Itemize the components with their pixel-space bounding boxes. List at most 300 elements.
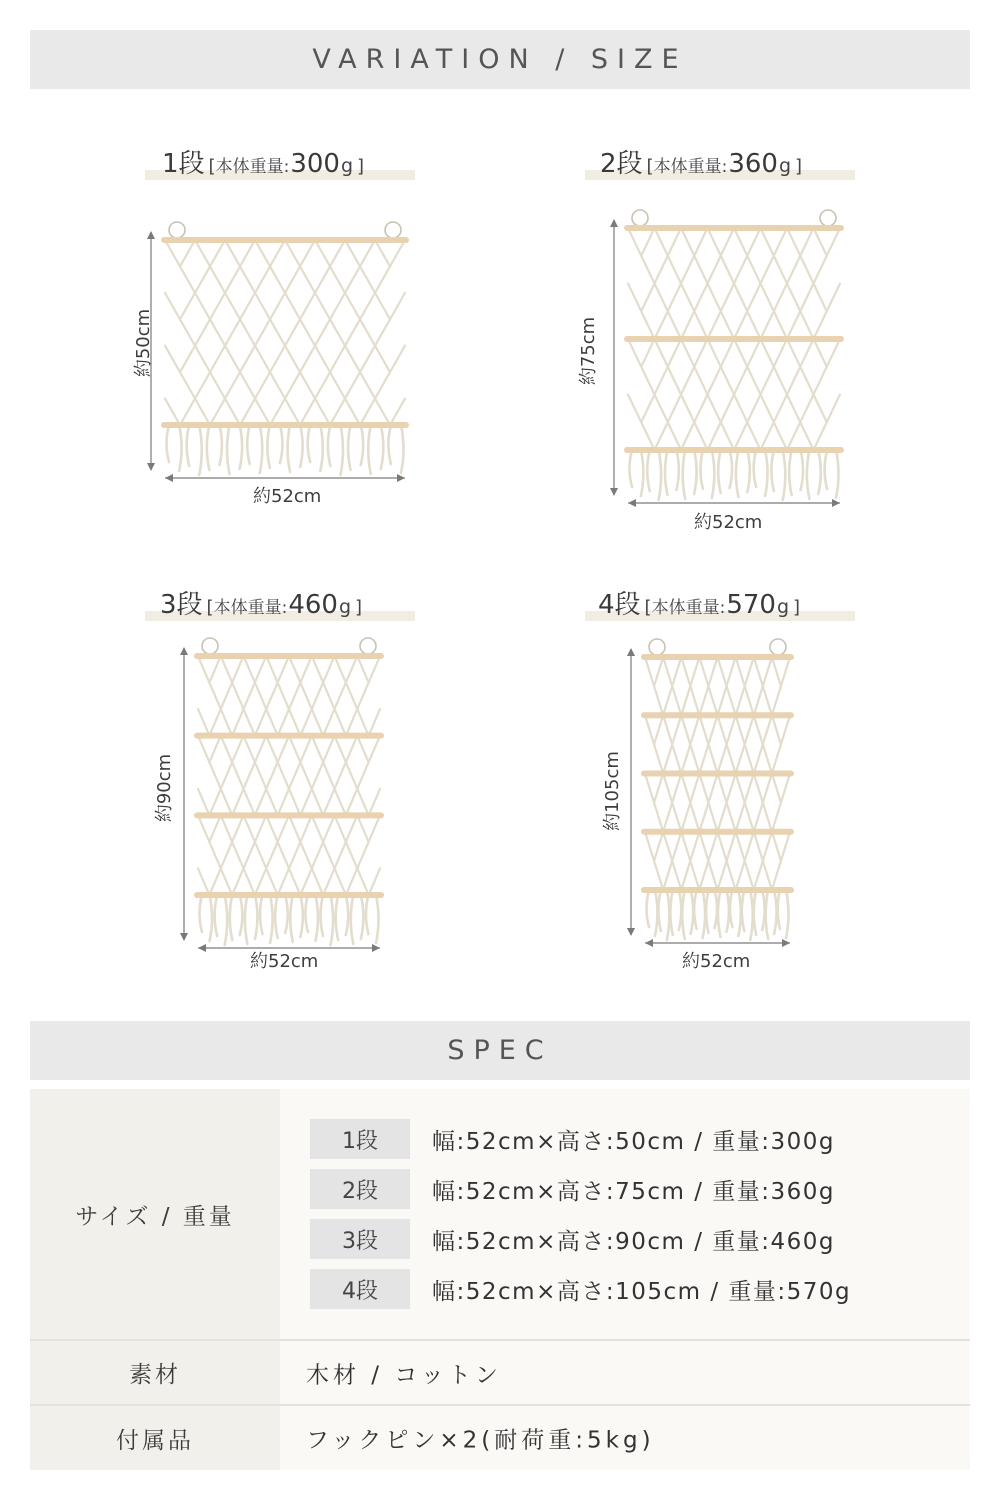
macrame-cord: [772, 715, 790, 744]
macrame-cord: [747, 311, 774, 339]
macrame-fringe: [700, 450, 703, 489]
macrame-fringe: [706, 890, 709, 933]
variation-size-title: VARIATION / SIZE: [312, 44, 688, 75]
macrame-fringe: [703, 890, 706, 938]
macrame-cord: [734, 228, 761, 256]
macrame-cord: [278, 683, 301, 710]
macrame-fringe: [718, 890, 721, 937]
macrame-cord: [180, 372, 210, 398]
macrame-cord: [681, 395, 708, 423]
arrow-left-icon: [628, 499, 636, 507]
macrame-cord: [240, 372, 270, 398]
macrame-fringe: [227, 425, 230, 474]
macrame-cord: [745, 686, 763, 715]
macrame-cord: [255, 762, 278, 789]
macrame-cord: [289, 709, 312, 736]
macrame-cord: [165, 293, 195, 319]
macrame-fringe: [275, 895, 278, 938]
macrame-cord: [240, 266, 270, 292]
macrame-cord: [800, 256, 827, 284]
macrame-fringe: [315, 895, 318, 941]
spec-label-material: 素材: [30, 1341, 280, 1404]
macrame-cord: [718, 657, 736, 686]
macrame-cord: [210, 266, 240, 292]
hanging-rack-illustration: [590, 195, 850, 515]
macrame-cord: [747, 256, 774, 284]
bracket-close: ]: [357, 156, 365, 177]
macrame-cord: [736, 832, 754, 861]
macrame-cord: [360, 319, 390, 345]
arrow-up-icon: [627, 648, 635, 656]
variant-title: [598, 584, 800, 621]
macrame-fringe: [376, 895, 379, 943]
wooden-rod: [161, 422, 409, 428]
macrame-cord: [266, 656, 289, 683]
macrame-cord: [209, 683, 232, 710]
macrame-cord: [221, 709, 244, 736]
macrame-fringe: [712, 450, 715, 498]
macrame-fringe: [305, 895, 308, 932]
macrame-cord: [266, 868, 289, 895]
macrame-fringe: [179, 425, 182, 471]
macrame-fringe: [300, 895, 303, 937]
macrame-cord: [335, 868, 358, 895]
macrame-cord: [761, 228, 788, 256]
macrame-fringe: [754, 450, 757, 487]
macrame-cord: [690, 803, 708, 832]
weight-value: 300: [290, 149, 340, 179]
macrame-cord: [672, 803, 690, 832]
macrame-cord: [628, 284, 655, 312]
macrame-cord: [708, 228, 735, 256]
macrame-fringe: [210, 895, 213, 941]
macrame-cord: [195, 399, 225, 425]
weight-value: 360: [728, 149, 778, 179]
macrame-fringe: [683, 450, 686, 499]
macrame-fringe: [736, 450, 739, 497]
macrame-cord: [672, 744, 690, 773]
arrow-right-icon: [372, 944, 380, 952]
macrame-fringe: [691, 890, 694, 934]
macrame-cord: [270, 319, 300, 345]
macrame-cord: [165, 240, 195, 266]
macrame-cord: [654, 686, 672, 715]
weight-label: 本体重量:: [215, 157, 290, 177]
width-dimension-label: 約52cm: [253, 486, 322, 507]
macrame-cord: [315, 240, 345, 266]
macrame-fringe: [807, 450, 810, 499]
macrame-cord: [266, 709, 289, 736]
macrame-fringe: [641, 450, 644, 496]
macrame-cord: [761, 395, 788, 423]
macrame-cord: [345, 240, 375, 266]
macrame-cord: [165, 346, 195, 372]
macrame-fringe: [630, 450, 633, 487]
macrame-fringe: [361, 425, 364, 465]
macrame-cord: [763, 744, 781, 773]
macrame-cord: [734, 339, 761, 367]
macrame-cord: [734, 395, 761, 423]
macrame-cord: [736, 715, 754, 744]
macrame-cord: [300, 762, 323, 789]
bracket-close: ]: [355, 597, 363, 618]
macrame-cord: [747, 367, 774, 395]
arrow-right-icon: [782, 939, 790, 947]
macrame-cord: [655, 284, 682, 312]
macrame-cord: [270, 266, 300, 292]
variation-size-header: [30, 30, 970, 89]
macrame-fringe: [230, 895, 233, 940]
macrame-cord: [225, 399, 255, 425]
macrame-fringe: [200, 895, 203, 932]
macrame-cord: [718, 774, 736, 803]
macrame-cord: [300, 319, 330, 345]
macrame-cord: [198, 815, 221, 842]
macrame-cord: [209, 842, 232, 869]
macrame-cord: [672, 861, 690, 890]
macrame-fringe: [766, 890, 769, 939]
macrame-cord: [754, 774, 772, 803]
macrame-fringe: [348, 425, 351, 470]
macrame-cord: [221, 789, 244, 816]
macrame-cord: [357, 868, 380, 895]
macrame-fringe: [665, 450, 668, 495]
macrame-cord: [285, 399, 315, 425]
macrame-cord: [312, 709, 335, 736]
height-dimension-label: 約75cm: [578, 316, 599, 386]
macrame-cord: [210, 372, 240, 398]
macrame-cord: [727, 803, 745, 832]
macrame-fringe: [762, 890, 765, 930]
macrame-fringe: [401, 425, 404, 473]
bracket-open: [: [644, 597, 652, 618]
tier-chip: 1段: [310, 1119, 410, 1159]
macrame-fringe: [655, 890, 658, 936]
macrame-cord: [375, 399, 405, 425]
macrame-cord: [278, 842, 301, 869]
arrow-left-icon: [645, 939, 653, 947]
macrame-cord: [312, 656, 335, 683]
macrame-fringe: [676, 450, 679, 490]
macrame-fringe: [199, 425, 202, 475]
macrame-cord: [289, 789, 312, 816]
macrame-cord: [718, 715, 736, 744]
width-dimension-label: 約52cm: [694, 512, 763, 533]
weight-unit: g: [778, 155, 792, 177]
macrame-cord: [330, 372, 360, 398]
weight-unit: g: [340, 155, 354, 177]
macrame-cord: [754, 657, 772, 686]
arrow-up-icon: [147, 231, 155, 239]
macrame-cord: [209, 762, 232, 789]
macrame-cord: [772, 774, 790, 803]
macrame-cord: [300, 842, 323, 869]
size-text: 幅:52cm×高さ:75cm / 重量:360g: [432, 1178, 836, 1205]
macrame-cord: [240, 319, 270, 345]
macrame-cord: [763, 861, 781, 890]
macrame-cord: [312, 868, 335, 895]
macrame-fringe: [308, 425, 311, 462]
macrame-fringe: [659, 450, 662, 500]
macrame-cord: [232, 762, 255, 789]
macrame-fringe: [730, 450, 733, 488]
wooden-rod: [641, 654, 794, 660]
macrame-cord: [774, 256, 801, 284]
macrame-cord: [645, 657, 663, 686]
macrame-cord: [221, 736, 244, 763]
macrame-fringe: [738, 890, 741, 936]
macrame-fringe: [786, 890, 789, 938]
size-line: [310, 1269, 851, 1309]
macrame-fringe: [694, 450, 697, 494]
macrame-cord: [300, 372, 330, 398]
macrame-cord: [800, 311, 827, 339]
macrame-cord: [180, 319, 210, 345]
weight-value: 460: [288, 590, 338, 620]
macrame-cord: [289, 656, 312, 683]
macrame-cord: [323, 842, 346, 869]
macrame-cord: [641, 367, 668, 395]
macrame-fringe: [361, 895, 364, 939]
macrame-cord: [375, 293, 405, 319]
hanging-rack-illustration: [160, 630, 390, 950]
macrame-cord: [800, 422, 827, 450]
macrame-cord: [663, 657, 681, 686]
macrame-cord: [681, 339, 708, 367]
macrame-cord: [335, 815, 358, 842]
macrame-cord: [335, 656, 358, 683]
macrame-cord: [210, 319, 240, 345]
macrame-fringe: [726, 890, 729, 932]
hanging-ring: [169, 222, 185, 238]
macrame-cord: [221, 656, 244, 683]
macrame-cord: [772, 832, 790, 861]
macrame-cord: [289, 868, 312, 895]
macrame-cord: [221, 868, 244, 895]
macrame-fringe: [351, 895, 354, 944]
macrame-fringe: [240, 895, 243, 935]
macrame-fringe: [207, 425, 210, 470]
macrame-cord: [694, 367, 721, 395]
macrame-cord: [672, 686, 690, 715]
macrame-fringe: [368, 425, 371, 474]
macrame-cord: [641, 311, 668, 339]
hanging-rack-illustration: [140, 200, 430, 500]
macrame-cord: [761, 339, 788, 367]
macrame-cord: [628, 395, 655, 423]
macrame-cord: [323, 683, 346, 710]
variant-title: [600, 143, 802, 180]
macrame-fringe: [285, 895, 288, 933]
macrame-cord: [357, 736, 380, 763]
spec-title: SPEC: [447, 1035, 553, 1066]
macrame-fringe: [658, 890, 661, 931]
macrame-cord: [285, 240, 315, 266]
macrame-cord: [708, 339, 735, 367]
macrame-fringe: [783, 450, 786, 500]
macrame-cord: [345, 399, 375, 425]
macrame-fringe: [670, 890, 673, 935]
macrame-fringe: [715, 890, 718, 928]
macrame-cord: [266, 789, 289, 816]
macrame-fringe: [801, 450, 804, 490]
variant-title: [162, 143, 364, 180]
height-dimension-label: 約90cm: [154, 753, 175, 823]
macrame-cord: [681, 715, 699, 744]
macrame-cord: [761, 284, 788, 312]
macrame-cord: [244, 736, 267, 763]
macrame-fringe: [290, 895, 293, 942]
macrame-cord: [312, 736, 335, 763]
macrame-fringe: [366, 895, 369, 934]
macrame-fringe: [750, 890, 753, 940]
macrame-cord: [774, 311, 801, 339]
macrame-cord: [787, 395, 814, 423]
macrame-fringe: [260, 425, 263, 473]
macrame-fringe: [187, 425, 190, 466]
arrow-right-icon: [397, 474, 405, 482]
spec-label-size-weight: サイズ / 重量: [30, 1089, 280, 1339]
macrame-cord: [198, 709, 221, 736]
macrame-cord: [225, 346, 255, 372]
macrame-cord: [772, 657, 790, 686]
macrame-fringe: [328, 425, 331, 466]
arrow-down-icon: [627, 928, 635, 936]
macrame-cord: [300, 266, 330, 292]
spec-label-accessory: 付属品: [30, 1406, 280, 1470]
wooden-rod: [624, 225, 844, 231]
weight-label: 本体重量:: [651, 598, 726, 618]
macrame-fringe: [167, 425, 170, 462]
arrow-up-icon: [610, 219, 618, 227]
macrame-cord: [708, 284, 735, 312]
macrame-cord: [641, 256, 668, 284]
macrame-cord: [255, 293, 285, 319]
bracket-open: [: [208, 156, 216, 177]
macrame-cord: [315, 346, 345, 372]
weight-label: 本体重量:: [653, 157, 728, 177]
spec-row-material: [30, 1341, 970, 1404]
macrame-cord: [628, 228, 655, 256]
arrow-down-icon: [147, 463, 155, 471]
macrame-cord: [165, 399, 195, 425]
macrame-cord: [745, 744, 763, 773]
macrame-cord: [814, 395, 841, 423]
macrame-cord: [323, 762, 346, 789]
tier-chip: 3段: [310, 1219, 410, 1259]
macrame-cord: [721, 311, 748, 339]
macrame-fringe: [647, 890, 650, 927]
macrame-cord: [654, 803, 672, 832]
macrame-fringe: [280, 425, 283, 463]
macrame-cord: [375, 240, 405, 266]
macrame-cord: [195, 240, 225, 266]
wooden-rod: [641, 771, 794, 777]
macrame-cord: [814, 228, 841, 256]
macrame-cord: [289, 736, 312, 763]
macrame-cord: [690, 686, 708, 715]
macrame-cord: [645, 715, 663, 744]
macrame-cord: [255, 399, 285, 425]
macrame-cord: [747, 422, 774, 450]
macrame-fringe: [679, 890, 682, 930]
macrame-cord: [285, 346, 315, 372]
macrame-cord: [195, 346, 225, 372]
macrame-cord: [346, 762, 369, 789]
bracket-open: [: [646, 156, 654, 177]
macrame-cord: [774, 367, 801, 395]
macrame-cord: [668, 311, 695, 339]
weight-label: 本体重量:: [213, 598, 288, 618]
macrame-cord: [721, 367, 748, 395]
macrame-fringe: [260, 895, 263, 934]
macrame-fringe: [270, 895, 273, 943]
macrame-fringe: [219, 425, 222, 465]
arrow-down-icon: [610, 488, 618, 496]
tier-label: 4段: [598, 590, 641, 620]
macrame-fringe: [730, 890, 733, 927]
macrame-cord: [694, 311, 721, 339]
macrame-cord: [708, 395, 735, 423]
arrow-up-icon: [180, 647, 188, 655]
macrame-cord: [699, 657, 717, 686]
macrame-cord: [232, 683, 255, 710]
macrame-fringe: [771, 450, 774, 491]
wooden-rod: [194, 733, 384, 739]
macrame-cord: [335, 789, 358, 816]
macrame-cord: [763, 803, 781, 832]
macrame-fringe: [321, 895, 324, 936]
macrame-cord: [663, 832, 681, 861]
wooden-rod: [194, 812, 384, 818]
macrame-cord: [195, 293, 225, 319]
macrame-cord: [641, 422, 668, 450]
macrame-fringe: [836, 450, 839, 498]
macrame-fringe: [288, 425, 291, 472]
hanging-ring: [385, 222, 401, 238]
macrame-cord: [225, 240, 255, 266]
macrame-cord: [645, 832, 663, 861]
macrame-cord: [734, 284, 761, 312]
macrame-cord: [225, 293, 255, 319]
macrame-fringe: [789, 450, 792, 495]
macrame-cord: [360, 266, 390, 292]
macrame-cord: [690, 744, 708, 773]
macrame-cord: [244, 789, 267, 816]
macrame-cord: [690, 861, 708, 890]
spec-value-sizes: [280, 1089, 970, 1339]
macrame-cord: [787, 339, 814, 367]
macrame-cord: [357, 656, 380, 683]
macrame-cord: [654, 744, 672, 773]
macrame-cord: [699, 832, 717, 861]
bracket-close: ]: [793, 597, 801, 618]
macrame-fringe: [300, 425, 303, 467]
macrame-cord: [699, 774, 717, 803]
macrame-cord: [718, 832, 736, 861]
macrame-fringe: [225, 895, 228, 945]
macrame-cord: [335, 709, 358, 736]
macrame-cord: [668, 256, 695, 284]
spec-table: [30, 1089, 970, 1470]
macrame-cord: [346, 842, 369, 869]
macrame-fringe: [667, 890, 670, 940]
macrame-cord: [745, 803, 763, 832]
macrame-fringe: [754, 890, 757, 935]
macrame-cord: [221, 815, 244, 842]
macrame-cord: [345, 346, 375, 372]
macrame-cord: [681, 832, 699, 861]
